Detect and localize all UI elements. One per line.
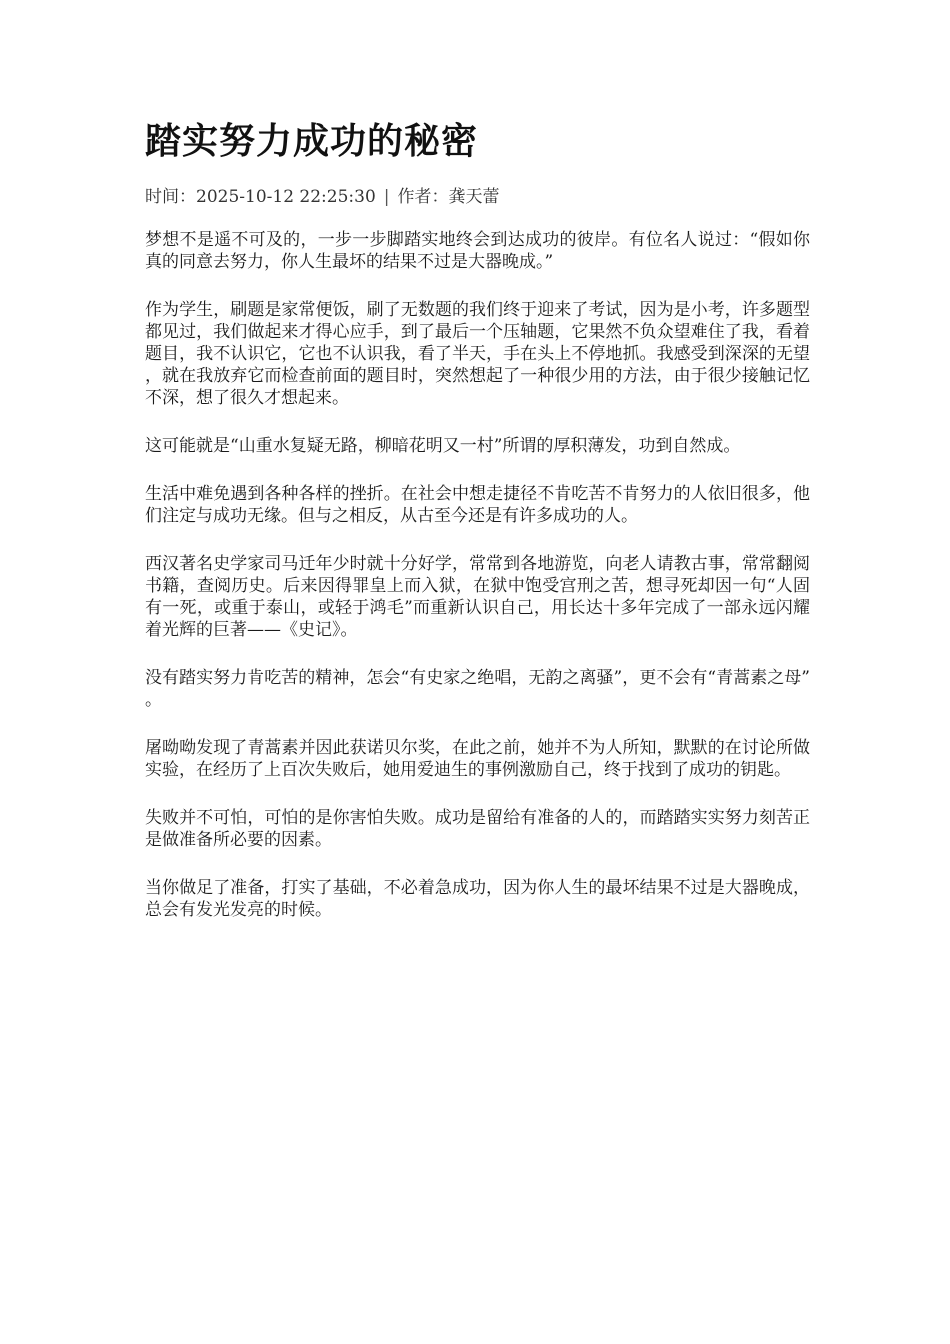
time-label: 时间： xyxy=(145,187,196,207)
article xyxy=(145,112,810,947)
meta-separator: | xyxy=(383,187,390,207)
paragraph: 梦想不是遥不可及的，一步一步脚踏实地终会到达成功的彼岸。有位名人说过：“假如你真的同意去努力，你人生最坏的结果不过是大器晚成。” xyxy=(145,230,810,272)
paragraph: 西汉著名史学家司马迁年少时就十分好学，常常到各地游览，向老人请教古事，常常翻阅书籍，查阅历史。后来因得罪皇上而入狱，在狱中饱受宫刑之苦，想寻死却因一句“人固有一死，或重于泰山，或轻于鸿毛”而重新认识自己，用长达十多年完成了一部永远闪耀着光辉的巨著——《史记》。 xyxy=(145,554,810,640)
article-title: 踏实努力成功的秘密 xyxy=(145,120,479,162)
paragraph: 当你做足了准备，打实了基础，不必着急成功，因为你人生的最坏结果不过是大器晚成，总会有发光发亮的时候。 xyxy=(145,878,810,920)
author-value: 龚天蕾 xyxy=(448,187,500,207)
paragraph: 失败并不可怕，可怕的是你害怕失败。成功是留给有准备的人的，而踏踏实实努力刻苦正是做准备所必要的因素。 xyxy=(145,808,810,850)
time-value: 2025-10-12 22:25:30 xyxy=(196,187,376,207)
paragraph: 屠呦呦发现了青蒿素并因此获诺贝尔奖，在此之前，她并不为人所知，默默的在讨论所做实验，在经历了上百次失败后，她用爱迪生的事例激励自己，终于找到了成功的钥匙。 xyxy=(145,738,810,780)
article-body xyxy=(145,229,810,921)
paragraph: 生活中难免遇到各种各样的挫折。在社会中想走捷径不肯吃苦不肯努力的人依旧很多，他们注定与成功无缘。但与之相反，从古至今还是有许多成功的人。 xyxy=(145,484,810,526)
paragraph: 作为学生，刷题是家常便饭，刷了无数题的我们终于迎来了考试，因为是小考，许多题型都见过，我们做起来才得心应手，到了最后一个压轴题，它果然不负众望难住了我，看着题目，我不认识它，它也不认识我，看了半天，手在头上不停地抓。我感受到深深的无望，就在我放弃它而检查前面的题目时，突然想起了一种很少用的方法，由于很少接触记忆不深，想了很久才想起来。 xyxy=(145,300,810,408)
paragraph: 没有踏实努力肯吃苦的精神，怎会“有史家之绝唱，无韵之离骚”，更不会有“青蒿素之母”。 xyxy=(145,668,810,710)
article-meta xyxy=(145,184,810,210)
paragraph: 这可能就是“山重水复疑无路，柳暗花明又一村”所谓的厚积薄发，功到自然成。 xyxy=(145,436,741,456)
author-label: 作者： xyxy=(397,187,449,207)
